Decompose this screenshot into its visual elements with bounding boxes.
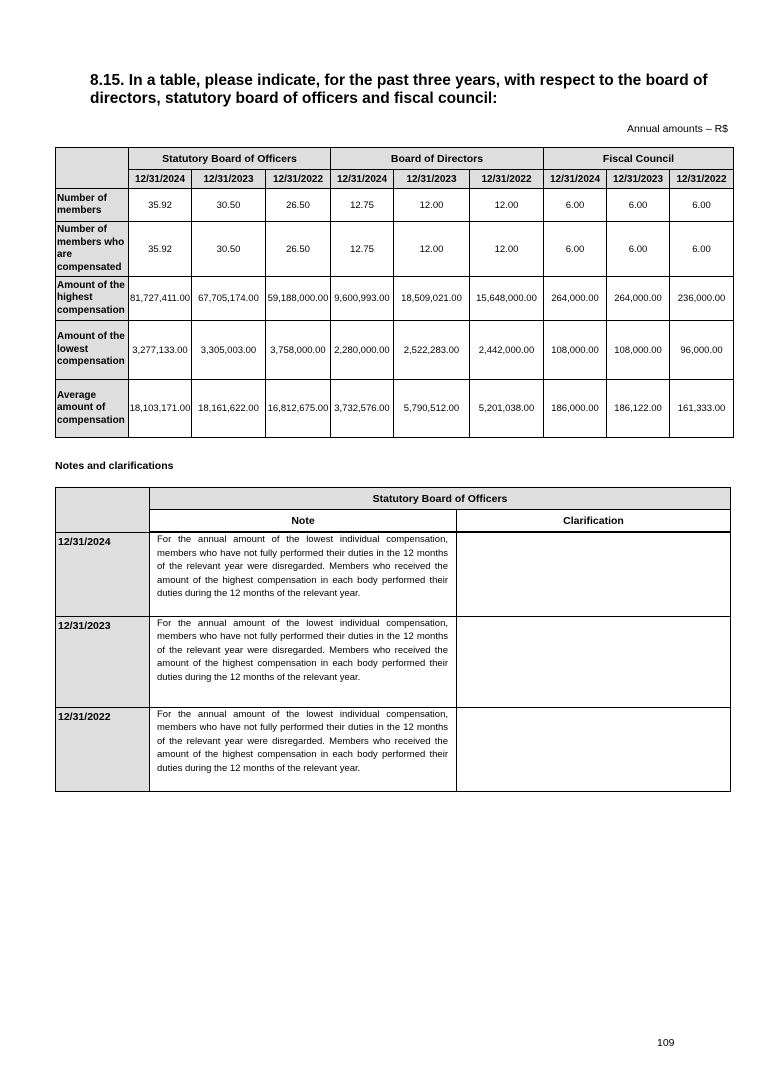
table-cell: 30.50: [192, 189, 266, 222]
table-cell: 67,705,174.00: [192, 277, 266, 321]
table-cell: 186,000.00: [544, 380, 607, 438]
note-cell: For the annual amount of the lowest individual compensation, members who have not fully performed their duties in the 12 months of the relevant year were disregarded. Members who received the amount of the highest compensation in each body performed their duties during the 12 months of the relevant year.: [150, 707, 457, 791]
notes-table: [55, 487, 731, 792]
year-header: 12/31/2022: [470, 170, 544, 189]
table-row: [56, 321, 734, 380]
table-cell: 12.00: [394, 222, 470, 277]
table-cell: 6.00: [670, 222, 734, 277]
table-cell: 186,122.00: [607, 380, 670, 438]
row-label: Amount of the highest compensation: [56, 277, 129, 321]
table-cell: 59,188,000.00: [266, 277, 331, 321]
table-cell: 18,103,171.00: [129, 380, 192, 438]
row-year: 12/31/2022: [56, 707, 150, 791]
table-cell: 6.00: [607, 222, 670, 277]
table-cell: 26.50: [266, 222, 331, 277]
table-cell: 2,280,000.00: [331, 321, 394, 380]
year-header: 12/31/2023: [192, 170, 266, 189]
row-year: 12/31/2024: [56, 532, 150, 616]
table-cell: 12.75: [331, 222, 394, 277]
compensation-table: [55, 147, 734, 438]
table-cell: 9,600,993.00: [331, 277, 394, 321]
table-cell: 16,812,675.00: [266, 380, 331, 438]
year-header: 12/31/2024: [544, 170, 607, 189]
note-column-header: Note: [150, 510, 457, 533]
table-cell: 3,732,576.00: [331, 380, 394, 438]
table-cell: 18,161,622.00: [192, 380, 266, 438]
table-cell: 12.00: [470, 189, 544, 222]
table-cell: 96,000.00: [670, 321, 734, 380]
row-year: 12/31/2023: [56, 616, 150, 707]
group-header: Fiscal Council: [544, 148, 734, 170]
row-label: Number of members who are compensated: [56, 222, 129, 277]
table-cell: 5,201,038.00: [470, 380, 544, 438]
table-row: [56, 222, 734, 277]
table-cell: 108,000.00: [544, 321, 607, 380]
row-label: Average amount of compensation: [56, 380, 129, 438]
table-row: [56, 380, 734, 438]
notes-heading: Notes and clarifications: [55, 460, 174, 472]
group-header: Board of Directors: [331, 148, 544, 170]
table-cell: 3,305,003.00: [192, 321, 266, 380]
table-cell: 6.00: [607, 189, 670, 222]
row-label: Number of members: [56, 189, 129, 222]
year-header: 12/31/2023: [607, 170, 670, 189]
table-cell: 2,522,283.00: [394, 321, 470, 380]
page-number: 109: [657, 1037, 675, 1049]
table-row: [56, 616, 731, 707]
table-cell: 108,000.00: [607, 321, 670, 380]
year-header: 12/31/2024: [129, 170, 192, 189]
units-caption: Annual amounts – R$: [627, 123, 728, 135]
table-cell: 81,727,411.00: [129, 277, 192, 321]
table-corner: [56, 148, 129, 189]
table-row: [56, 189, 734, 222]
table-cell: 264,000.00: [607, 277, 670, 321]
section-heading: 8.15. In a table, please indicate, for the past three years, with respect to the board of directors, statutory board of officers and fiscal council:: [90, 72, 708, 107]
note-cell: For the annual amount of the lowest individual compensation, members who have not fully performed their duties in the 12 months of the relevant year were disregarded. Members who received the amount of the highest compensation in each body performed their duties during the 12 months of the relevant year.: [150, 616, 457, 707]
clarification-cell: [457, 616, 731, 707]
table-cell: 15,648,000.00: [470, 277, 544, 321]
group-header: Statutory Board of Officers: [150, 488, 731, 510]
year-header: 12/31/2024: [331, 170, 394, 189]
note-cell: For the annual amount of the lowest individual compensation, members who have not fully performed their duties in the 12 months of the relevant year were disregarded. Members who received the amount of the highest compensation in each body performed their duties during the 12 months of the relevant year.: [150, 532, 457, 616]
table-cell: 12.75: [331, 189, 394, 222]
year-header: 12/31/2023: [394, 170, 470, 189]
table-cell: 3,277,133.00: [129, 321, 192, 380]
table-cell: 12.00: [394, 189, 470, 222]
year-header: 12/31/2022: [266, 170, 331, 189]
table-cell: 26.50: [266, 189, 331, 222]
table-cell: 35.92: [129, 189, 192, 222]
table-cell: 6.00: [544, 222, 607, 277]
table-cell: 35.92: [129, 222, 192, 277]
table-row: [56, 532, 731, 616]
clarification-column-header: Clarification: [457, 510, 731, 533]
table-cell: 18,509,021.00: [394, 277, 470, 321]
table-cell: 30.50: [192, 222, 266, 277]
table-corner: [56, 488, 150, 533]
year-header: 12/31/2022: [670, 170, 734, 189]
table-row: [56, 707, 731, 791]
table-cell: 161,333.00: [670, 380, 734, 438]
table-cell: 6.00: [544, 189, 607, 222]
table-cell: 2,442,000.00: [470, 321, 544, 380]
clarification-cell: [457, 532, 731, 616]
table-cell: 5,790,512.00: [394, 380, 470, 438]
table-cell: 12.00: [470, 222, 544, 277]
clarification-cell: [457, 707, 731, 791]
table-row: [56, 277, 734, 321]
table-cell: 6.00: [670, 189, 734, 222]
table-cell: 264,000.00: [544, 277, 607, 321]
table-cell: 3,758,000.00: [266, 321, 331, 380]
row-label: Amount of the lowest compensation: [56, 321, 129, 380]
table-cell: 236,000.00: [670, 277, 734, 321]
group-header: Statutory Board of Officers: [129, 148, 331, 170]
